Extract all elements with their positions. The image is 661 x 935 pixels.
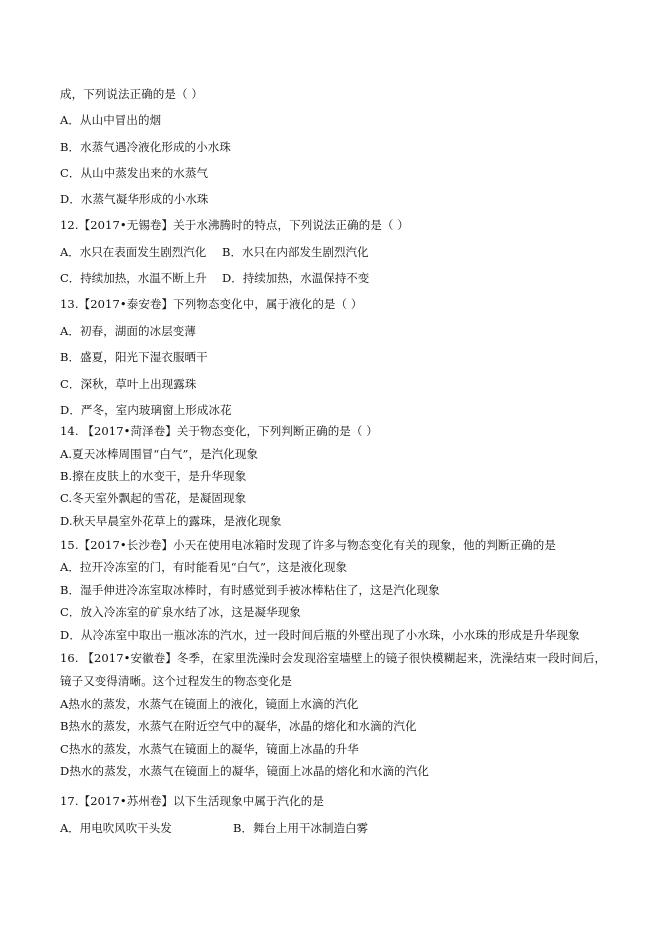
q13-option-d: D．严冬，室内玻璃窗上形成冰花 (60, 403, 232, 417)
q12-option-d: D．持续加热，水温保持不变 (222, 271, 370, 285)
q15-option-a: A．拉开冷冻室的门，有时能看见“白气”，这是液化现象 (60, 560, 348, 574)
q15-option-d: D．从冷冻室中取出一瓶冰冻的汽水，过一段时间后瓶的外壁出现了小水珠，小水珠的形成是升华现象 (60, 628, 580, 642)
q12-stem: 12.【2017•无锡卷】关于水沸腾时的特点，下列说法正确的是（ ） (60, 218, 409, 232)
q12-option-b: B．水只在内部发生剧烈汽化 (222, 245, 369, 259)
q15-stem: 15.【2017•长沙卷】小天在使用电冰箱时发现了许多与物态变化有关的现象，他的判断正确的是 (60, 538, 556, 552)
q11-option-c: C．从山中蒸发出来的水蒸气 (60, 166, 209, 180)
q13-stem: 13.【2017•泰安卷】下列物态变化中，属于液化的是（ ） (60, 297, 363, 311)
q12-option-c: C．持续加热，水温不断上升 (60, 271, 207, 285)
q14-option-d: D.秋天早晨室外花草上的露珠，是液化现象 (60, 514, 282, 528)
q14-option-b: B.擦在皮肤上的水变干，是升华现象 (60, 469, 247, 483)
q14-stem: 14. 【2017•菏泽卷】关于物态变化，下列判断正确的是（ ） (60, 424, 378, 438)
q13-option-b: B．盛夏，阳光下湿衣服晒干 (60, 350, 208, 364)
q11-stem-continuation: 成，下列说法正确的是（ ） (60, 87, 203, 101)
q13-option-a: A．初春，湖面的冰层变薄 (60, 324, 197, 338)
q12-options-cd (60, 270, 640, 286)
q11-option-a: A．从山中冒出的烟 (60, 113, 162, 127)
q11-option-d: D．水蒸气凝华形成的小水珠 (60, 192, 209, 206)
q13-option-c: C．深秋，草叶上出现露珠 (60, 377, 197, 391)
q15-option-c: C．放入冷冻室的矿泉水结了冰，这是凝华现象 (60, 605, 301, 619)
q16-option-d: D热水的蒸发，水蒸气在镜面上的凝华，镜面上冰晶的熔化和水滴的汽化 (60, 764, 429, 778)
q11-option-b: B．水蒸气遇冷液化形成的小水珠 (60, 140, 231, 154)
q12-option-a: A．水只在表面发生剧烈汽化 (60, 245, 207, 259)
q17-options-ab (60, 820, 640, 836)
q16-stem-line2: 镜子又变得清晰。这个过程发生的物态变化是 (60, 674, 292, 688)
q14-option-a: A.夏天冰棒周围冒“白气”，是汽化现象 (60, 447, 259, 461)
q14-option-c: C.冬天室外飘起的雪花，是凝固现象 (60, 491, 247, 505)
q17-stem: 17.【2017•苏州卷】以下生活现象中属于汽化的是 (60, 794, 324, 808)
q17-option-a: A．用电吹风吹干头发 (60, 821, 172, 835)
q16-option-a: A热水的蒸发，水蒸气在镜面上的液化，镜面上水滴的汽化 (60, 697, 359, 711)
q17-option-b: B．舞台上用干冰制造白雾 (233, 821, 368, 835)
q16-option-b: B热水的蒸发，水蒸气在附近空气中的凝华，冰晶的熔化和水滴的汽化 (60, 719, 417, 733)
q16-option-c: C热水的蒸发，水蒸气在镜面上的凝华，镜面上冰晶的升华 (60, 742, 359, 756)
q16-stem-line1: 16. 【2017•安徽卷】冬季，在家里洗澡时会发现浴室墙壁上的镜子很快模糊起来，洗澡结束一段时间后， (60, 651, 607, 665)
q12-options-ab (60, 244, 640, 260)
q15-option-b: B．湿手伸进冷冻室取冰棒时，有时感觉到手被冰棒粘住了，这是汽化现象 (60, 583, 440, 597)
